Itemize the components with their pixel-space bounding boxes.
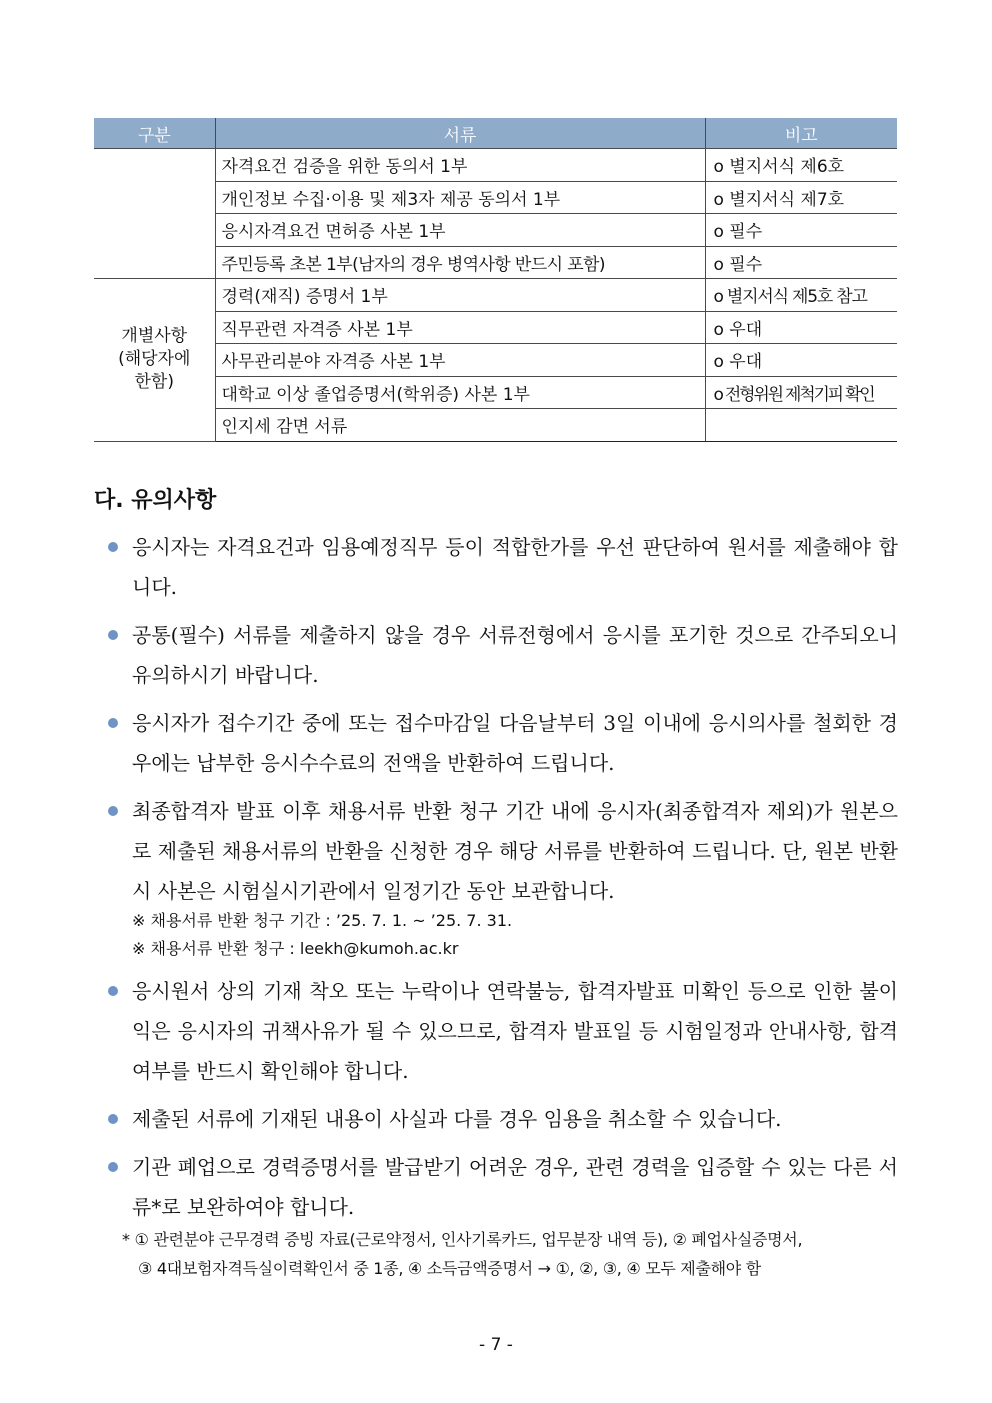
- item-text: 기관 폐업으로 경력증명서를 발급받기 어려운 경우, 관련 경력을 입증할 수 있는 다른 서류*로 보완하여야 합니다.: [132, 1155, 898, 1219]
- doc-cell: 개인정보 수집·이용 및 제3자 제공 동의서 1부: [215, 181, 705, 214]
- note-cell: o 필수: [705, 214, 897, 247]
- table-row: [94, 376, 897, 409]
- bullet-dot-icon: [108, 1114, 118, 1124]
- list-item: [106, 703, 898, 783]
- header-documents: 서류: [215, 118, 705, 149]
- doc-cell: 직무관련 자격증 사본 1부: [215, 311, 705, 344]
- item-text: 응시원서 상의 기재 착오 또는 누락이나 연락불능, 합격자발표 미확인 등으로 인한 불이익은 응시자의 귀책사유가 될 수 있으므로, 합격자 발표일 등 시험일정과 안내사항, 합격여부를 반드시 확인해야 합니다.: [132, 979, 898, 1083]
- bullet-dot-icon: [108, 986, 118, 996]
- item-text: 제출된 서류에 기재된 내용이 사실과 다를 경우 임용을 취소할 수 있습니다.: [132, 1107, 782, 1131]
- doc-cell: 경력(재직) 증명서 1부: [215, 279, 705, 312]
- note-cell: o 별지서식 제6호: [705, 149, 897, 182]
- bullet-dot-icon: [108, 630, 118, 640]
- doc-cell: 자격요건 검증을 위한 동의서 1부: [215, 149, 705, 182]
- section-title: 다. 유의사항: [94, 488, 217, 513]
- footnote: [122, 1225, 898, 1283]
- item-text: 응시자가 접수기간 중에 또는 접수마감일 다음날부터 3일 이내에 응시의사를 철회한 경우에는 납부한 응시수수료의 전액을 반환하여 드립니다.: [132, 711, 898, 775]
- bullet-dot-icon: [108, 1162, 118, 1172]
- doc-cell: 사무관리분야 자격증 사본 1부: [215, 344, 705, 377]
- group-individual-cell: [94, 279, 215, 442]
- return-period-notes: [132, 907, 898, 963]
- header-remarks: 비고: [705, 118, 897, 149]
- header-category: 구분: [94, 118, 215, 149]
- table-row: [94, 279, 897, 312]
- item-text: 공통(필수) 서류를 제출하지 않을 경우 서류전형에서 응시를 포기한 것으로 간주되오니 유의하시기 바랍니다.: [132, 623, 898, 687]
- documents-table: [94, 118, 897, 442]
- list-item: [106, 615, 898, 695]
- note-cell: o 필수: [705, 246, 897, 279]
- list-item: [106, 971, 898, 1091]
- table-row: [94, 181, 897, 214]
- bullet-dot-icon: [108, 718, 118, 728]
- note-cell: o 우대: [705, 344, 897, 377]
- bullet-dot-icon: [108, 806, 118, 816]
- table-row: [94, 214, 897, 247]
- return-period-line: ※ 채용서류 반환 청구 기간 : ’25. 7. 1. ~ ’25. 7. 31.: [132, 911, 513, 930]
- note-cell: o 별지서식 제5호 참고: [705, 279, 897, 312]
- doc-cell: 주민등록 초본 1부(남자의 경우 병역사항 반드시 포함): [215, 246, 705, 279]
- table-row: [94, 409, 897, 442]
- bullet-dot-icon: [108, 542, 118, 552]
- note-cell: o 별지서식 제7호: [705, 181, 897, 214]
- doc-cell: 대학교 이상 졸업증명서(학위증) 사본 1부: [215, 376, 705, 409]
- group-common-cell: [94, 149, 215, 279]
- page-number: - 7 -: [479, 1335, 513, 1355]
- return-contact-line: ※ 채용서류 반환 청구 : leekh@kumoh.ac.kr: [132, 939, 459, 958]
- group-label-line: (해당자에: [118, 349, 191, 370]
- item-text: 최종합격자 발표 이후 채용서류 반환 청구 기간 내에 응시자(최종합격자 제외)가 원본으로 제출된 채용서류의 반환을 신청한 경우 해당 서류를 반환하여 드립니다. 단, 원본 반환 시 사본은 시험실시기관에서 일정기간 동안 보관합니다.: [132, 799, 898, 903]
- table-header-row: [94, 118, 897, 149]
- group-label-line: 한함): [134, 372, 174, 393]
- doc-cell: 인지세 감면 서류: [215, 409, 705, 442]
- list-item: [106, 527, 898, 607]
- footnote-line: * ① 관련분야 근무경력 증빙 자료(근로약정서, 인사기록카드, 업무분장 내역 등), ② 폐업사실증명서,: [122, 1230, 803, 1249]
- note-cell: o 우대: [705, 311, 897, 344]
- doc-cell: 응시자격요건 면허증 사본 1부: [215, 214, 705, 247]
- note-cell: [705, 409, 897, 442]
- list-item: [106, 1147, 898, 1283]
- table-row: [94, 149, 897, 182]
- list-item: [106, 1099, 898, 1139]
- notice-list: [106, 527, 898, 1283]
- note-cell: o 전형위원 제척기피 확인: [705, 376, 897, 409]
- table-row: [94, 311, 897, 344]
- group-label-line: 개별사항: [121, 326, 188, 347]
- list-item: [106, 791, 898, 963]
- table-row: [94, 246, 897, 279]
- item-text: 응시자는 자격요건과 임용예정직무 등이 적합한가를 우선 판단하여 원서를 제출해야 합니다.: [132, 535, 898, 599]
- footnote-line: ③ 4대보험자격득실이력확인서 중 1종, ④ 소득금액증명서 → ①, ②, ③, ④ 모두 제출해야 함: [138, 1259, 761, 1278]
- table-row: [94, 344, 897, 377]
